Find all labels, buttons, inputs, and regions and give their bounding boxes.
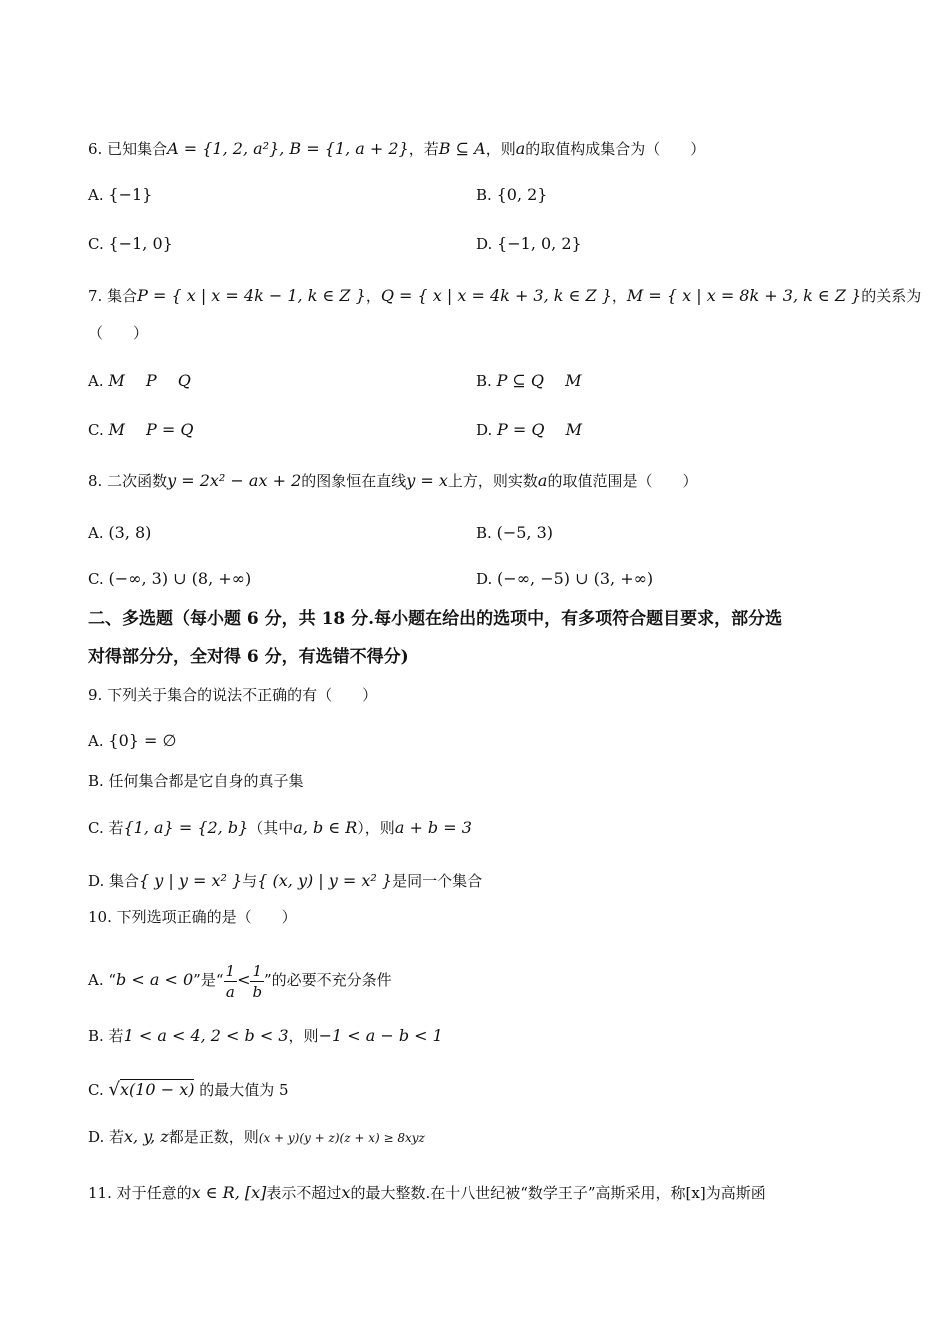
q9-option-a: A. {0} = ∅ xyxy=(88,731,177,750)
q7-stem: 7. 集合P = { x | x = 4k − 1, k ∈ Z }，Q = { x | x = 4k + 3, k ∈ Z }，M = { x | x = 8k + 3, k ∈ Z }的关系为 xyxy=(88,286,922,305)
q8-math-func: y = 2x² − ax + 2 xyxy=(167,471,302,490)
q8-option-c: C. (−∞, 3) ∪ (8, +∞) xyxy=(88,569,252,588)
q6-stem: 6. 已知集合A = {1, 2, a²}, B = {1, a + 2}，若B ⊆ A，则a的取值构成集合为（ ） xyxy=(88,139,706,158)
q9-option-b: B. 任何集合都是它自身的真子集 xyxy=(88,772,304,790)
q10-option-a: A. “b < a < 0”是“ $\frac{1}{a}$ < $\frac{1}{b}$ ”的必要不充分条件 xyxy=(88,961,392,1001)
q10-option-c: C. √x(10 − x) 的最大值为 5 xyxy=(88,1079,289,1100)
q10-sqrt-expr: x(10 − x) xyxy=(119,1080,195,1099)
q7-paren: （ ） xyxy=(88,324,149,342)
q10-option-b: B. 若1 < a < 4, 2 < b < 3，则−1 < a − b < 1 xyxy=(88,1026,443,1045)
q10-fraction-1b: $\frac{1}{b}$ xyxy=(252,961,263,1001)
q10-option-d: D. 若x, y, z都是正数，则(x + y)(y + z)(z + x) ≥ 8xyz xyxy=(88,1127,425,1146)
q9-stem: 9. 下列关于集合的说法不正确的有（ ） xyxy=(88,686,378,704)
q8-math-a: a xyxy=(537,471,548,490)
q6-option-b: B. {0, 2} xyxy=(476,185,548,204)
q6-math-sets: A = {1, 2, a²}, B = {1, a + 2} xyxy=(167,139,409,158)
q6-math-a: a xyxy=(515,139,526,158)
q7-option-a: A. M P Q xyxy=(88,371,191,390)
q11-stem: 11. 对于任意的x ∈ R, [x]表示不超过x的最大整数.在十八世纪被“数学王子”高斯采用，称[x]为高斯函 xyxy=(88,1183,766,1202)
section-heading-line2: 对得部分分，全对得 6 分，有选错不得分) xyxy=(88,647,409,667)
q8-option-b: B. (−5, 3) xyxy=(476,523,553,542)
q10-stem: 10. 下列选项正确的是（ ） xyxy=(88,908,297,926)
q8-stem: 8. 二次函数y = 2x² − ax + 2的图象恒在直线y = x上方，则实数a的取值范围是（ ） xyxy=(88,471,698,490)
q7-option-b: B. P ⊆ Q M xyxy=(476,371,582,390)
q6-option-d: D. {−1, 0, 2} xyxy=(476,234,582,253)
q7-math-m: M = { x | x = 8k + 3, k ∈ Z } xyxy=(626,286,862,305)
q8-math-line: y = x xyxy=(406,471,448,490)
q7-math-q: Q = { x | x = 4k + 3, k ∈ Z } xyxy=(380,286,612,305)
q10-fraction-1a: $\frac{1}{a}$ xyxy=(225,961,236,1001)
q7-math-p: P = { x | x = 4k − 1, k ∈ Z } xyxy=(137,286,366,305)
q6-option-a: A. {−1} xyxy=(88,185,153,204)
q9-option-c: C. 若{1, a} = {2, b}（其中a, b ∈ R），则a + b = 3 xyxy=(88,818,472,837)
q7-option-d: D. P = Q M xyxy=(476,420,582,439)
q7-option-c: C. M P = Q xyxy=(88,420,194,439)
q6-option-c: C. {−1, 0} xyxy=(88,234,173,253)
q8-option-a: A. (3, 8) xyxy=(88,523,152,542)
q8-option-d: D. (−∞, −5) ∪ (3, +∞) xyxy=(476,569,654,588)
section-heading-line1: 二、多选题（每小题 6 分，共 18 分.每小题在给出的选项中，有多项符合题目要求，部分选 xyxy=(88,609,783,629)
q9-option-d: D. 集合{ y | y = x² }与{ (x, y) | y = x² }是同一个集合 xyxy=(88,871,483,890)
q6-math-subset: B ⊆ A xyxy=(438,139,486,158)
